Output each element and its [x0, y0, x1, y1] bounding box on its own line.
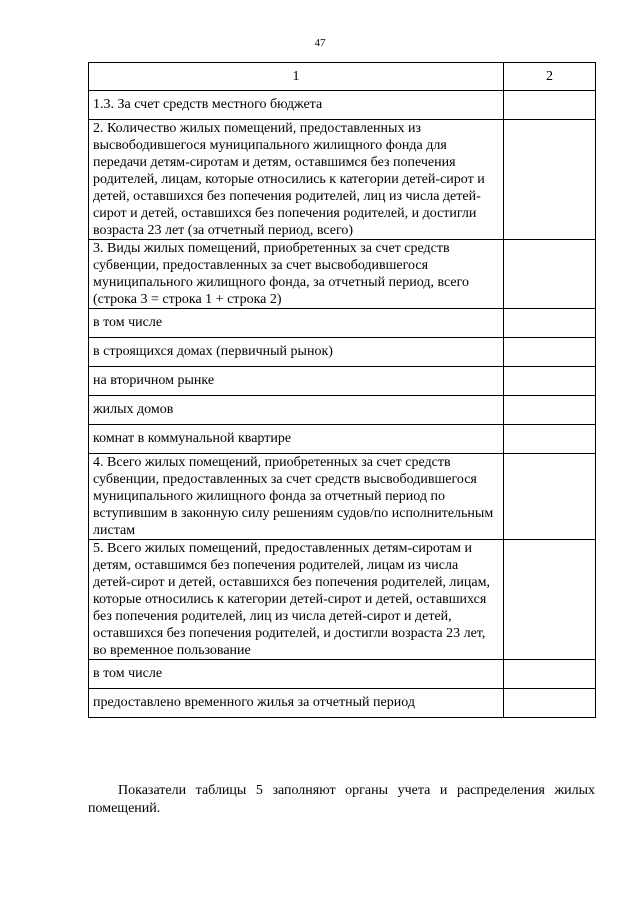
row-value: [504, 240, 596, 309]
table-row: [89, 540, 596, 660]
footer-note: Показатели таблицы 5 заполняют органы учета и распределения жилых помещений.: [88, 783, 595, 816]
row-value: [504, 689, 596, 718]
row-value: [504, 309, 596, 338]
table-row: [89, 91, 596, 120]
row-label: 4. Всего жилых помещений, приобретенных за счет средств субвенции, предоставленных за счет средств высвободившегося муниципального жилищного фонда за отчетный период по вступившим в законную силу решениям судов/по исполнительным листам: [89, 454, 504, 540]
row-value: [504, 396, 596, 425]
row-label: предоставлено временного жилья за отчетный период: [89, 689, 504, 718]
row-label: комнат в коммунальной квартире: [89, 425, 504, 454]
table-row: [89, 120, 596, 240]
table-row: [89, 367, 596, 396]
row-value: [504, 338, 596, 367]
table-row: [89, 660, 596, 689]
table-row: [89, 454, 596, 540]
row-label: 3. Виды жилых помещений, приобретенных за счет средств субвенции, предоставленных за счет высвободившегося муниципального жилищного фонда, за отчетный период, всего (строка 3 = строка 1 + строка 2): [89, 240, 504, 309]
row-value: [504, 454, 596, 540]
row-label: 5. Всего жилых помещений, предоставленных детям-сиротам и детям, оставшимся без попечения родителей, лицам из числа детей-сирот и детей, оставшихся без попечения родителей, лицам, которые относились к категории детей-сирот и детей, оставшихся без попечения родителей, лиц из числа детей-сирот и детей, оставшихся без попечения родителей, и достигли возраста 23 лет, во временное пользование: [89, 540, 504, 660]
row-value: [504, 540, 596, 660]
table-row: [89, 309, 596, 338]
table-row: [89, 240, 596, 309]
row-value: [504, 425, 596, 454]
table-row: [89, 425, 596, 454]
row-label: в строящихся домах (первичный рынок): [89, 338, 504, 367]
row-value: [504, 120, 596, 240]
report-table: [88, 62, 596, 718]
table-row: [89, 338, 596, 367]
page-number: 47: [314, 37, 326, 49]
row-label: 2. Количество жилых помещений, предоставленных из высвободившегося муниципального жилищного фонда для передачи детям-сиротам и детям, оставшимся без попечения родителей, лицам, которые относились к категории детей-сирот и детей, оставшихся без попечения родителей, лиц из числа детей-сирот и детей, оставшихся без попечения родителей, и достигли возраста 23 лет (за отчетный период, всего): [89, 120, 504, 240]
row-label: жилых домов: [89, 396, 504, 425]
table-row: [89, 396, 596, 425]
row-value: [504, 660, 596, 689]
column-header-2: 2: [504, 63, 596, 91]
row-label: в том числе: [89, 309, 504, 338]
column-header-1: 1: [89, 63, 504, 91]
row-label: 1.3. За счет средств местного бюджета: [89, 91, 504, 120]
table-row: [89, 689, 596, 718]
row-value: [504, 91, 596, 120]
row-label: в том числе: [89, 660, 504, 689]
row-label: на вторичном рынке: [89, 367, 504, 396]
row-value: [504, 367, 596, 396]
table-header-row: [89, 63, 596, 91]
